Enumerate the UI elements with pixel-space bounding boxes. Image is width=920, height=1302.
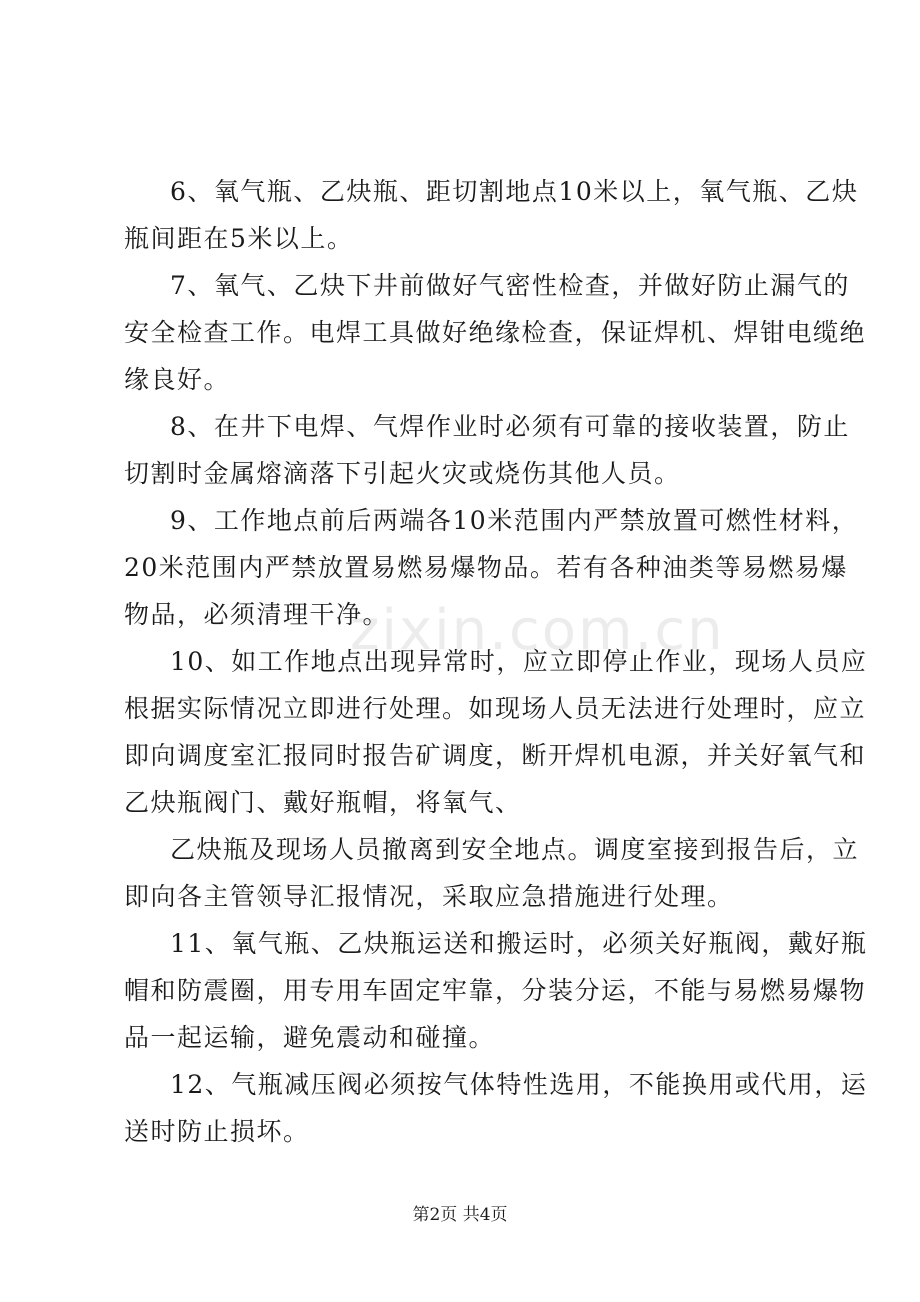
text-line: 帽和防震圈，用专用车固定牢靠，分装分运，不能与易燃易爆物 bbox=[124, 976, 867, 1005]
text-line: 6、氧气瓶、乙炔瓶、距切割地点10米以上，氧气瓶、乙炔 bbox=[170, 177, 859, 206]
text-line: 品一起运输，避免震动和碰撞。 bbox=[124, 1023, 496, 1052]
text-line: 缘良好。 bbox=[124, 365, 231, 394]
text-line: 瓶间距在5米以上。 bbox=[124, 224, 354, 253]
text-line: 10、如工作地点出现异常时，应立即停止作业，现场人员应 bbox=[170, 647, 868, 676]
text-line: 送时防止损坏。 bbox=[124, 1117, 310, 1146]
paragraph-item-9 bbox=[124, 497, 859, 638]
document-body bbox=[124, 168, 868, 1155]
text-line: 物品，必须清理干净。 bbox=[124, 600, 390, 629]
text-line: 20米范围内严禁放置易燃易爆物品。若有各种油类等易燃易爆 bbox=[124, 553, 848, 582]
text-line: 切割时金属熔滴落下引起火灾或烧伤其他人员。 bbox=[124, 459, 681, 488]
paragraph-item-10 bbox=[124, 638, 868, 826]
text-line: 即向各主管领导汇报情况，采取应急措施进行处理。 bbox=[124, 882, 734, 911]
paragraph-item-10-continued bbox=[124, 826, 860, 920]
watermark: zixin.com.cn bbox=[350, 598, 725, 663]
page-footer: 第2页 共4页 bbox=[412, 1205, 508, 1225]
text-line: 8、在井下电焊、气焊作业时必须有可靠的接收装置，防止 bbox=[170, 412, 850, 441]
text-line: 12、气瓶减压阀必须按气体特性选用，不能换用或代用，运 bbox=[170, 1070, 868, 1099]
paragraph-item-11 bbox=[124, 920, 868, 1061]
text-line: 7、氧气、乙炔下井前做好气密性检查，并做好防止漏气的 bbox=[170, 271, 850, 300]
text-line: 9、工作地点前后两端各10米范围内严禁放置可燃性材料， bbox=[170, 506, 859, 535]
text-line: 11、氧气瓶、乙炔瓶运送和搬运时，必须关好瓶阀，戴好瓶 bbox=[170, 929, 868, 958]
text-line: 即向调度室汇报同时报告矿调度，断开焊机电源，并关好氧气和 bbox=[124, 741, 867, 770]
paragraph-item-12 bbox=[124, 1061, 868, 1155]
paragraph-item-7 bbox=[124, 262, 867, 403]
paragraph-item-8 bbox=[124, 403, 850, 497]
text-line: 根据实际情况立即进行处理。如现场人员无法进行处理时，应立 bbox=[124, 694, 867, 723]
text-line: 乙炔瓶及现场人员撤离到安全地点。调度室接到报告后，立 bbox=[170, 835, 860, 864]
text-line: 安全检查工作。电焊工具做好绝缘检查，保证焊机、焊钳电缆绝 bbox=[124, 318, 867, 347]
text-line: 乙炔瓶阀门、戴好瓶帽，将氧气、 bbox=[124, 788, 522, 817]
paragraph-item-6 bbox=[124, 168, 859, 262]
